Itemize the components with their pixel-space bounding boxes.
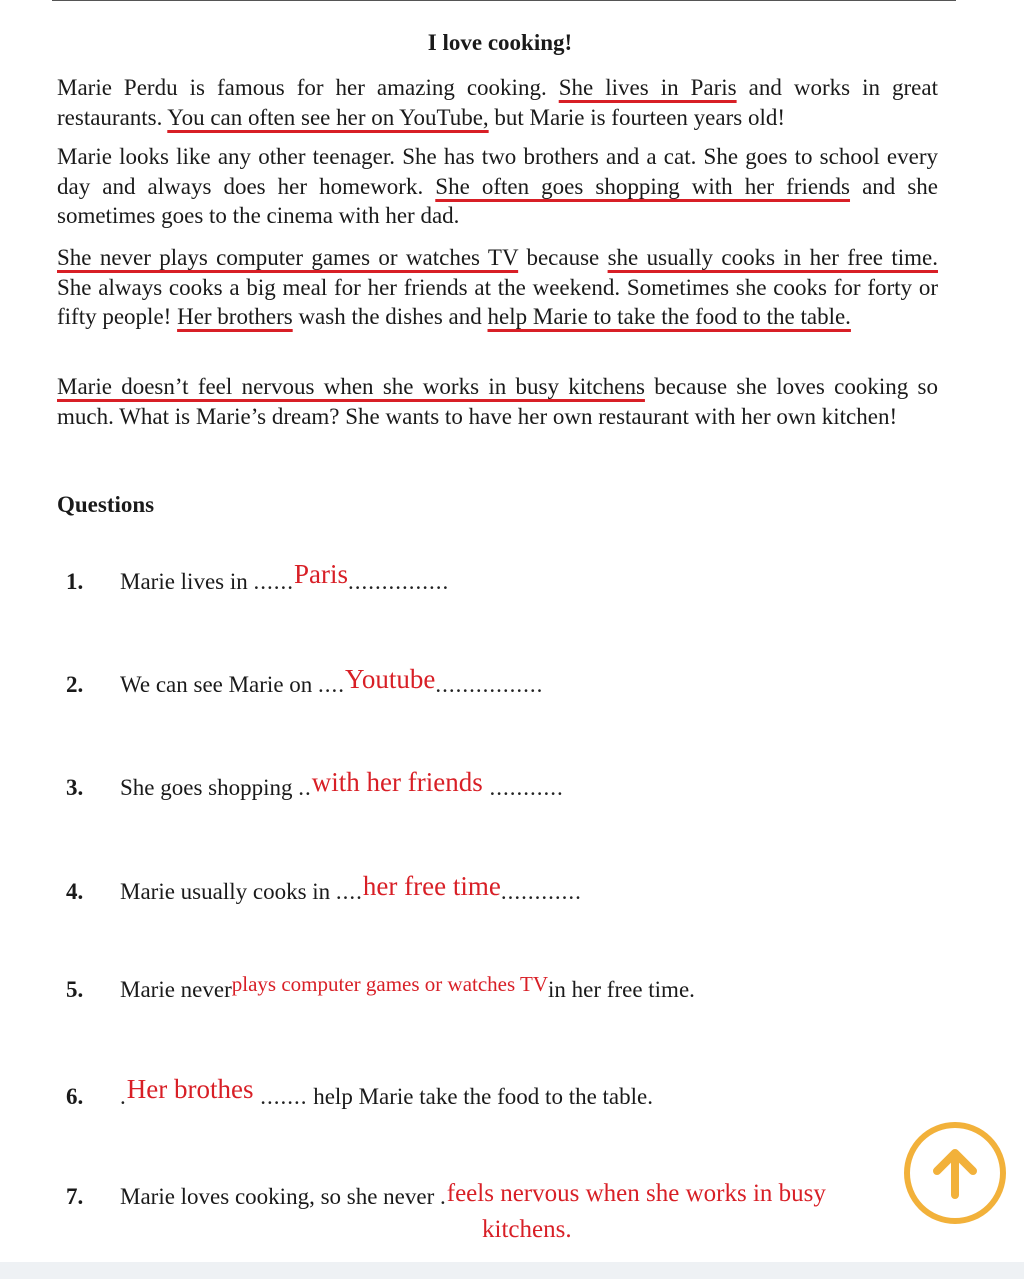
scroll-to-top-button[interactable] bbox=[904, 1122, 1006, 1224]
answer-3: with her friends bbox=[311, 767, 483, 797]
question-5: 5. Marie neverplays computer games or watches TVin her free time. bbox=[66, 972, 695, 1002]
bottom-bar bbox=[0, 1262, 1024, 1279]
arrow-up-icon bbox=[929, 1145, 981, 1201]
answer-5: plays computer games or watches TV bbox=[231, 972, 549, 996]
underlined-text: help Marie to take the food to the table. bbox=[487, 304, 851, 329]
answer-1: Paris bbox=[294, 559, 348, 589]
paragraph-4: Marie doesn’t feel nervous when she works in busy kitchens because she loves cooking so much. What is Marie’s dream? She wants to have her own restaurant with her own kitchen! bbox=[57, 374, 939, 429]
question-7: 7. Marie loves cooking, so she never .feels nervous when she works in busy bbox=[66, 1180, 826, 1209]
underlined-text: She often goes shopping with her friends bbox=[435, 173, 851, 199]
question-6: 6. .Her brothes ....... help Marie take the food to the table. bbox=[66, 1074, 653, 1109]
document-title: I love cooking! bbox=[427, 30, 573, 55]
underlined-text: You can often see her on YouTube, bbox=[167, 104, 489, 130]
underlined-text: She never plays computer games or watches TV bbox=[57, 245, 519, 270]
answer-4: her free time bbox=[362, 871, 501, 901]
paragraph-2: Marie looks like any other teenager. She has two brothers and a cat. She goes to school every day and always does her homework. She often goes shopping with her friends and she sometimes goes to the cinema with her dad. bbox=[57, 144, 938, 228]
underlined-text: Marie doesn’t feel nervous when she works in busy kitchens bbox=[57, 374, 645, 399]
question-4: 4. Marie usually cooks in ....her free time............ bbox=[66, 871, 582, 904]
underlined-text: Her brothers bbox=[177, 304, 293, 329]
underlined-text: she usually cooks in her free time. bbox=[607, 245, 938, 270]
questions-heading: Questions bbox=[57, 492, 155, 517]
underlined-text: She lives in Paris bbox=[558, 75, 737, 100]
question-1: 1. Marie lives in ......Paris............... bbox=[66, 559, 450, 594]
answer-2: Youtube bbox=[345, 664, 436, 694]
answer-7: feels nervous when she works in busy bbox=[446, 1180, 826, 1207]
answer-7-continuation: kitchens. bbox=[482, 1216, 572, 1243]
paragraph-3: She never plays computer games or watches TV because she usually cooks in her free time. She always cooks a big meal for her friends at the weekend. Sometimes she cooks for forty or fifty people! Her brothers wash the dishes and help Marie to take the food to the table. bbox=[57, 245, 938, 329]
answer-6: Her brothes bbox=[126, 1074, 254, 1104]
paragraph-1: Marie Perdu is famous for her amazing cooking. She lives in Paris and works in great restaurants. You can often see her on YouTube, but Marie is fourteen years old! bbox=[57, 75, 938, 130]
question-2: 2. We can see Marie on ....Youtube................ bbox=[66, 664, 544, 697]
top-rule bbox=[52, 0, 956, 1]
question-3: 3. She goes shopping ..with her friends ........... bbox=[66, 767, 564, 800]
